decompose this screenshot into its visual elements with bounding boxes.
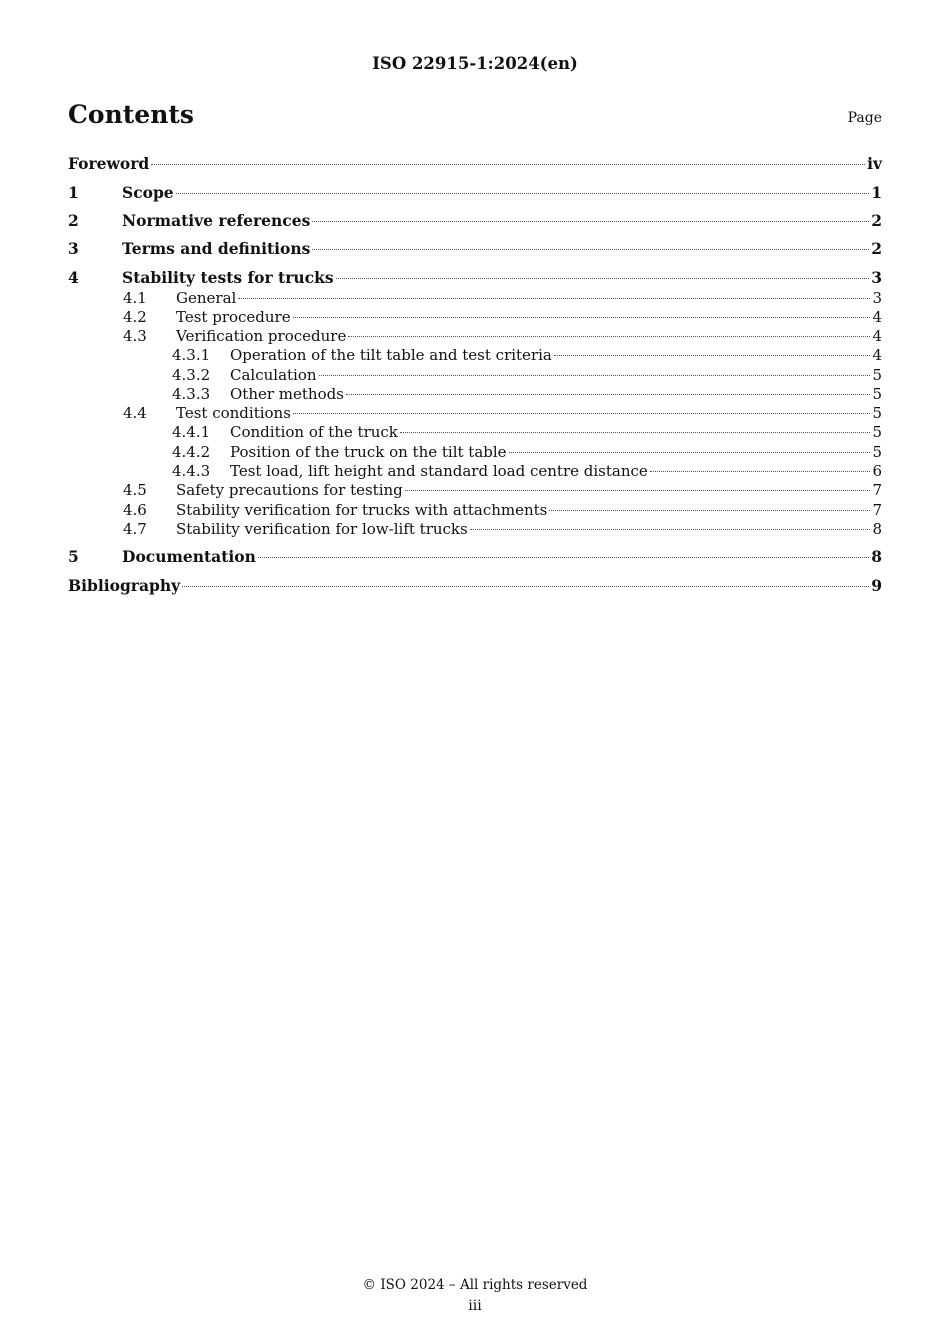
toc-entry-number: 4.3.2 [172,366,211,384]
toc-dot-leader [176,193,870,194]
toc-dot-leader [312,221,869,222]
toc-entry-number: 5 [68,547,79,566]
toc-entry-number: 4.4.1 [172,423,211,441]
page-column-label: Page [847,110,882,126]
toc-entry[interactable] [68,547,882,567]
toc-entry-number: 3 [68,239,79,258]
toc-entry[interactable] [123,288,882,308]
page-number: iii [468,1298,482,1314]
document-id-header: ISO 22915-1:2024(en) [372,54,578,73]
toc-entry-page: iv [867,154,882,173]
toc-dot-leader [293,317,871,318]
toc-entry-page: 5 [872,443,882,461]
toc-entry-title: Terms and definitions [122,239,311,258]
toc-entry-title: Operation of the tilt table and test criteria [230,346,552,364]
toc-entry-page: 4 [872,346,882,364]
toc-entry-title: Verification procedure [176,327,347,345]
toc-entry-title: Foreword [68,154,150,173]
toc-entry-number: 4.4.3 [172,462,211,480]
toc-entry-title: Scope [122,183,174,202]
toc-entry[interactable] [123,500,882,520]
toc-entry[interactable] [172,461,882,481]
toc-entry[interactable] [68,154,882,174]
toc-dot-leader [151,164,865,165]
toc-entry-title: Bibliography [68,576,181,595]
toc-entry-number: 1 [68,183,79,202]
toc-entry[interactable] [123,326,882,346]
toc-entry-number: 4.3.1 [172,346,211,364]
toc-entry[interactable] [68,268,882,288]
toc-entry-page: 5 [872,366,882,384]
toc-entry[interactable] [172,422,882,442]
toc-entry-title: Safety precautions for testing [176,481,403,499]
toc-entry[interactable] [172,365,882,385]
toc-entry[interactable] [68,211,882,231]
toc-entry-page: 8 [872,520,882,538]
toc-entry[interactable] [172,384,882,404]
toc-entry-page: 2 [871,239,882,258]
toc-entry-page: 4 [872,308,882,326]
toc-dot-leader [405,490,871,491]
toc-dot-leader [293,413,871,414]
toc-entry[interactable] [123,519,882,539]
toc-entry-number: 4.2 [123,308,147,326]
toc-dot-leader [470,529,871,530]
toc-entry-page: 4 [872,327,882,345]
toc-entry[interactable] [172,442,882,462]
toc-entry[interactable] [172,345,882,365]
toc-entry-title: Test load, lift height and standard load centre distance [230,462,648,480]
toc-dot-leader [312,249,869,250]
toc-entry-title: Stability verification for low-lift trucks [176,520,468,538]
toc-entry-title: Normative references [122,211,311,230]
toc-entry-number: 4.4.2 [172,443,211,461]
toc-entry-title: Test conditions [176,404,291,422]
toc-entry[interactable] [123,403,882,423]
toc-dot-leader [258,557,869,558]
toc-entry[interactable] [68,239,882,259]
toc-entry-page: 1 [871,183,882,202]
toc-entry-page: 7 [872,481,882,499]
toc-entry-title: Stability verification for trucks with attachments [176,501,548,519]
toc-entry-number: 4.4 [123,404,147,422]
toc-entry-page: 5 [872,385,882,403]
toc-entry-page: 3 [872,289,882,307]
toc-entry[interactable] [68,183,882,203]
contents-title: Contents [68,100,195,129]
toc-entry-title: Test procedure [176,308,291,326]
toc-entry-title: Documentation [122,547,256,566]
toc-entry[interactable] [123,307,882,327]
toc-entry[interactable] [68,576,882,596]
toc-entry-page: 7 [872,501,882,519]
toc-entry-number: 4.3 [123,327,147,345]
toc-entry-title: Calculation [230,366,317,384]
toc-entry-number: 4.7 [123,520,147,538]
toc-entry-page: 9 [871,576,882,595]
toc-entry-page: 5 [872,423,882,441]
toc-entry-number: 4.3.3 [172,385,211,403]
toc-dot-leader [348,336,870,337]
toc-dot-leader [549,510,870,511]
toc-entry-page: 3 [871,268,882,287]
toc-dot-leader [346,394,871,395]
toc-entry-number: 4.6 [123,501,147,519]
toc-dot-leader [400,432,871,433]
toc-dot-leader [319,375,871,376]
toc-entry-title: Other methods [230,385,344,403]
toc-dot-leader [182,586,869,587]
toc-entry-number: 4 [68,268,79,287]
toc-entry-number: 4.1 [123,289,147,307]
toc-dot-leader [238,298,870,299]
toc-entry-page: 8 [871,547,882,566]
toc-entry-page: 5 [872,404,882,422]
toc-entry-page: 2 [871,211,882,230]
toc-dot-leader [336,278,870,279]
toc-entry-number: 2 [68,211,79,230]
copyright-notice: © ISO 2024 – All rights reserved [362,1277,588,1293]
toc-entry-title: Position of the truck on the tilt table [230,443,507,461]
toc-entry-page: 6 [872,462,882,480]
toc-entry[interactable] [123,480,882,500]
toc-entry-title: Condition of the truck [230,423,398,441]
toc-dot-leader [554,355,871,356]
toc-entry-number: 4.5 [123,481,147,499]
toc-dot-leader [509,452,871,453]
toc-entry-title: General [176,289,237,307]
toc-dot-leader [650,471,871,472]
toc-entry-title: Stability tests for trucks [122,268,334,287]
